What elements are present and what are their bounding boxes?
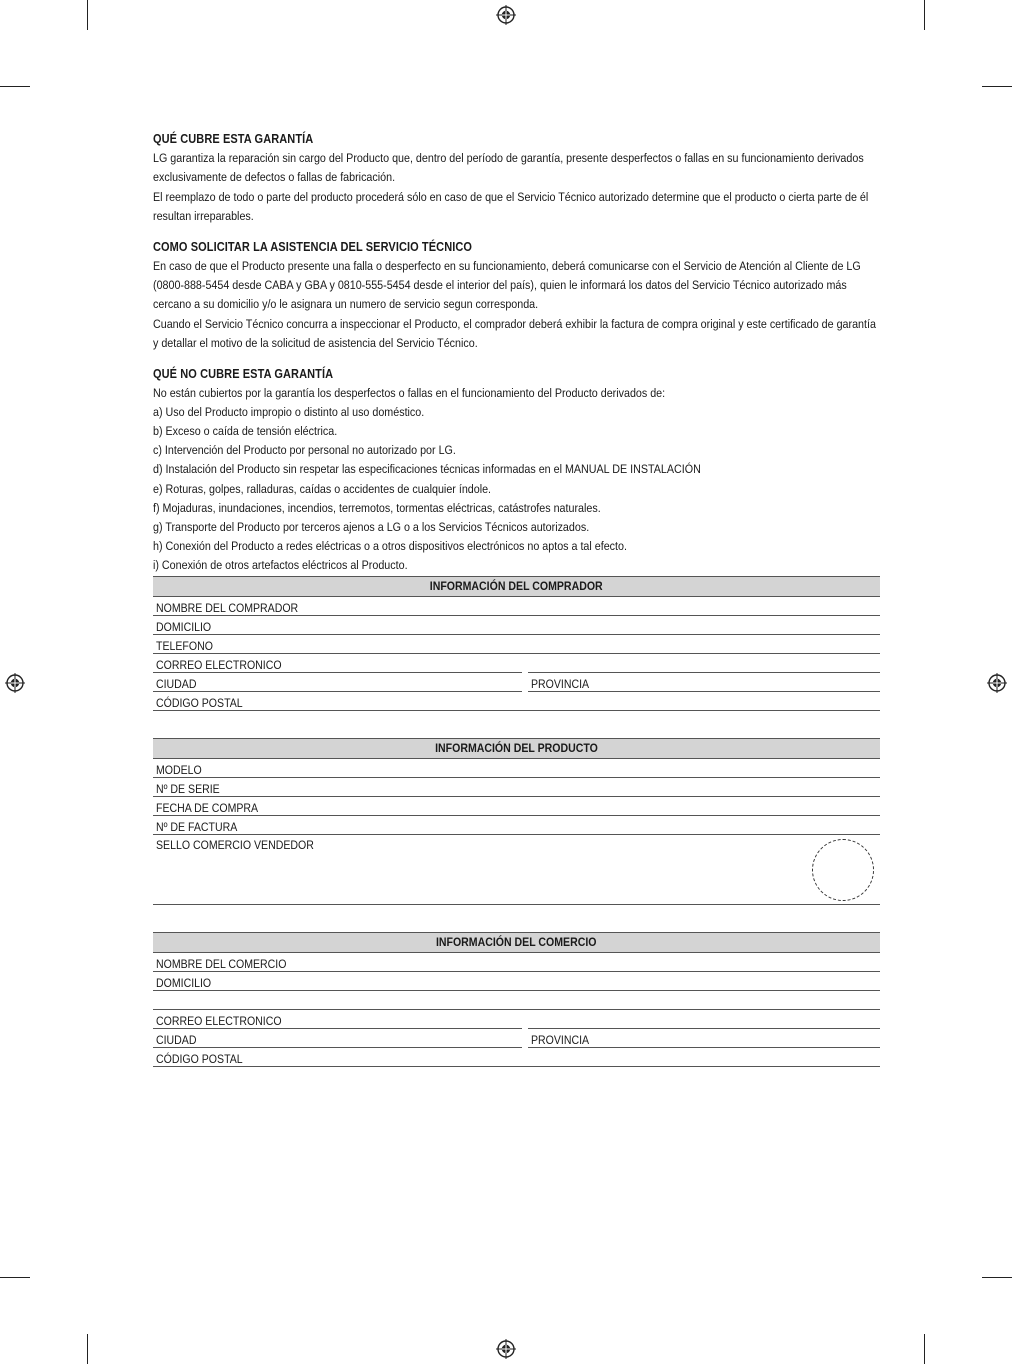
crop-mark (0, 86, 30, 87)
form-row (153, 796, 880, 815)
form-row (153, 952, 880, 971)
invoice-field[interactable]: Nº DE FACTURA (153, 815, 880, 834)
buyer-email-field[interactable]: CORREO ELECTRONICO (153, 653, 880, 672)
serial-field[interactable]: Nº DE SERIE (153, 777, 880, 796)
registration-mark-icon (496, 5, 516, 25)
paragraph: En caso de que el Producto presente una falla o desperfecto en su funcionamiento, deberá comunicarse con el Servicio de Atención al Cliente de LG (0800-888-5454 desde CABA y GBA y 0810-555-5454 desde el interior del país), quien le informará los datos del Servicio Técnico autorizado más cercano a su domicilio y/o le asignara un numero de servicio segun corresponda. (153, 258, 861, 312)
registration-mark-icon (987, 673, 1007, 693)
store-postal-field[interactable]: CÓDIGO POSTAL (153, 1047, 880, 1066)
form-row (153, 777, 880, 796)
purchase-date-field[interactable]: FECHA DE COMPRA (153, 796, 880, 815)
store-address-extra-field[interactable] (153, 990, 880, 1009)
covers-section (153, 129, 880, 227)
list-item: h) Conexión del Producto a redes eléctricas o a otros dispositivos electrónicos no aptos a tal efecto. (153, 539, 627, 554)
registration-mark-icon (496, 1339, 516, 1359)
product-info-table (153, 738, 880, 905)
store-name-field[interactable]: NOMBRE DEL COMERCIO (153, 952, 880, 971)
list-item: i) Conexión de otros artefactos eléctricos al Producto. (153, 558, 408, 573)
buyer-province-field[interactable]: PROVINCIA (525, 672, 880, 691)
stamp-circle (812, 839, 874, 901)
registration-mark-icon (5, 673, 25, 693)
paragraph: Cuando el Servicio Técnico concurra a inspeccionar el Producto, el comprador deberá exhibir la factura de compra original y este certificado de garantía y detallar el motivo de la solicitud de asistencia del Servicio Técnico. (153, 316, 876, 351)
crop-mark (87, 0, 88, 30)
seller-seal-field[interactable]: SELLO COMERCIO VENDEDOR (153, 834, 880, 904)
not-covered-section (153, 364, 880, 576)
form-row (153, 672, 880, 691)
buyer-phone-field[interactable]: TELEFONO (153, 634, 880, 653)
form-row (153, 971, 880, 990)
buyer-city-field[interactable]: CIUDAD (153, 672, 525, 691)
form-row (153, 1009, 880, 1028)
crop-mark (982, 1277, 1012, 1278)
form-row (153, 1028, 880, 1047)
list-item: g) Transporte del Producto por terceros ajenos a LG o a los Servicios Técnicos autorizados. (153, 520, 590, 535)
paragraph: No están cubiertos por la garantía los desperfectos o fallas en el funcionamiento del Producto derivados de: (153, 385, 666, 400)
table-header: INFORMACIÓN DEL PRODUCTO (153, 738, 880, 758)
paragraph: LG garantiza la reparación sin cargo del Producto que, dentro del período de garantía, presente desperfectos o fallas en su funcionamiento derivados exclusivamente de defectos o fallas de fabricación. (153, 151, 864, 185)
list-item: d) Instalación del Producto sin respetar las especificaciones técnicas informadas en el MANUAL DE INSTALACIÓN (153, 462, 701, 477)
list-item: a) Uso del Producto impropio o distinto al uso doméstico. (153, 404, 425, 419)
form-row (153, 634, 880, 653)
list-item: f) Mojaduras, inundaciones, incendios, terremotos, tormentas eléctricas, catástrofes naturales. (153, 500, 601, 515)
form-row (153, 615, 880, 634)
store-info-table (153, 932, 880, 1067)
model-field[interactable]: MODELO (153, 758, 880, 777)
store-address-field[interactable]: DOMICILIO (153, 971, 880, 990)
paragraph: El reemplazo de todo o parte del producto procederá sólo en caso de que el Servicio Técnico autorizado determine que el producto o cierta parte de él resultan irreparables. (153, 189, 869, 224)
list-item: e) Roturas, golpes, ralladuras, caídas o accidentes de cualquier índole. (153, 481, 492, 496)
form-row (153, 758, 880, 777)
table-header-row (153, 738, 880, 758)
store-city-field[interactable]: CIUDAD (153, 1028, 525, 1047)
section-title: COMO SOLICITAR LA ASISTENCIA DEL SERVICIO TÉCNICO (153, 239, 473, 254)
form-row (153, 653, 880, 672)
buyer-postal-field[interactable]: CÓDIGO POSTAL (153, 691, 880, 710)
buyer-info-table (153, 576, 880, 711)
table-header-row (153, 576, 880, 596)
section-title: QUÉ NO CUBRE ESTA GARANTÍA (153, 366, 334, 381)
warranty-certificate (153, 129, 880, 1067)
crop-mark (0, 1277, 30, 1278)
form-row (153, 815, 880, 834)
store-province-field[interactable]: PROVINCIA (525, 1028, 880, 1047)
crop-mark (924, 0, 925, 30)
buyer-name-field[interactable]: NOMBRE DEL COMPRADOR (153, 596, 880, 615)
table-header: INFORMACIÓN DEL COMERCIO (153, 932, 880, 952)
form-row (153, 990, 880, 1009)
store-email-field[interactable]: CORREO ELECTRONICO (153, 1009, 880, 1028)
crop-mark (982, 86, 1012, 87)
form-row (153, 691, 880, 710)
list-item: b) Exceso o caída de tensión eléctrica. (153, 424, 338, 439)
form-row (153, 596, 880, 615)
form-row (153, 834, 880, 904)
section-title: QUÉ CUBRE ESTA GARANTÍA (153, 132, 314, 146)
table-header-row (153, 932, 880, 952)
crop-mark (924, 1334, 925, 1364)
form-row (153, 1047, 880, 1066)
list-item: c) Intervención del Producto por personal no autorizado por LG. (153, 443, 456, 458)
table-header: INFORMACIÓN DEL COMPRADOR (153, 576, 880, 596)
crop-mark (87, 1334, 88, 1364)
buyer-address-field[interactable]: DOMICILIO (153, 615, 880, 634)
service-section (153, 237, 880, 354)
